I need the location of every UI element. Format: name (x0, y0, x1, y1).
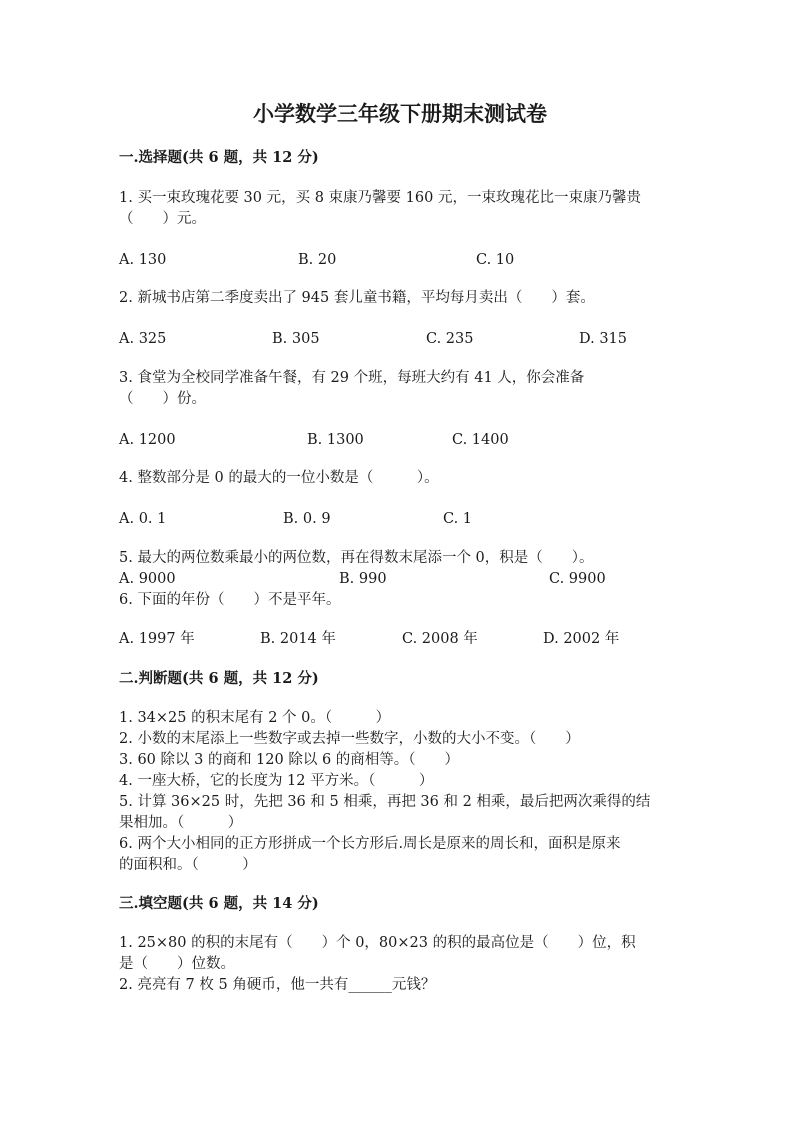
question-4-option-c: C. 1 (443, 511, 473, 527)
judgement-item-6-cont: 的面积和。（ ） (119, 857, 257, 873)
question-3-text: 3. 食堂为全校同学准备午餐，有 29 个班，每班大约有 41 人，你会准备 (119, 370, 585, 386)
question-3-option-a: A. 1200 (119, 432, 176, 448)
question-1-option-b: B. 20 (298, 252, 337, 268)
question-3-text-cont: （ ）份。 (119, 391, 206, 407)
page-title: 小学数学三年级下册期末测试卷 (253, 101, 547, 126)
question-5-text: 5. 最大的两位数乘最小的两位数，再在得数末尾添一个 0，积是（ ）。 (119, 550, 594, 566)
question-2-text: 2. 新城书店第二季度卖出了 945 套儿童书籍，平均每月卖出（ ）套。 (119, 290, 595, 306)
question-5-option-c: C. 9900 (549, 571, 606, 587)
question-2-option-d: D. 315 (579, 331, 628, 347)
question-4-text: 4. 整数部分是 0 的最大的一位小数是（ ）。 (119, 470, 439, 486)
question-2-option-b: B. 305 (272, 331, 320, 347)
question-2-option-a: A. 325 (119, 331, 167, 347)
section-heading-judgement: 二.判断题(共 6 题，共 12 分) (119, 670, 319, 687)
question-6-option-c: C. 2008 年 (402, 631, 478, 647)
question-3-option-c: C. 1400 (452, 432, 509, 448)
question-1-option-a: A. 130 (119, 252, 167, 268)
section-heading-fill: 三.填空题(共 6 题，共 14 分) (119, 895, 319, 912)
fill-item-2: 2. 亮亮有 7 枚 5 角硬币，他一共有______元钱？ (119, 977, 436, 993)
question-1-text-cont: （ ）元。 (119, 211, 206, 227)
fill-item-1-cont: 是（ ）位数。 (119, 956, 235, 972)
judgement-item-4: 4. 一座大桥，它的长度为 12 平方米。（ ） (119, 773, 434, 789)
fill-item-1: 1. 25×80 的积的末尾有（ ）个 0，80×23 的积的最高位是（ ）位，积 (119, 935, 636, 951)
judgement-item-5: 5. 计算 36×25 时，先把 36 和 5 相乘，再把 36 和 2 相乘，最后把两次乘得的结 (119, 794, 651, 810)
section-heading-choice: 一.选择题(共 6 题，共 12 分) (119, 149, 319, 166)
question-5-option-a: A. 9000 (119, 571, 176, 587)
question-6-option-d: D. 2002 年 (543, 631, 620, 647)
question-4-option-a: A. 0. 1 (119, 511, 167, 527)
judgement-item-5-cont: 果相加。（ ） (119, 815, 243, 831)
question-6-option-a: A. 1997 年 (119, 631, 195, 647)
question-4-option-b: B. 0. 9 (283, 511, 331, 527)
question-5-option-b: B. 990 (339, 571, 387, 587)
question-6-option-b: B. 2014 年 (260, 631, 336, 647)
judgement-item-1: 1. 34×25 的积末尾有 2 个 0。（ ） (119, 710, 391, 726)
question-3-option-b: B. 1300 (307, 432, 364, 448)
question-2-option-c: C. 235 (426, 331, 474, 347)
judgement-item-6: 6. 两个大小相同的正方形拼成一个长方形后.周长是原来的周长和，面积是原来 (119, 836, 621, 852)
question-6-text: 6. 下面的年份（ ）不是平年。 (119, 592, 341, 608)
question-1-option-c: C. 10 (476, 252, 515, 268)
judgement-item-3: 3. 60 除以 3 的商和 120 除以 6 的商相等。（ ） (119, 752, 460, 768)
judgement-item-2: 2. 小数的末尾添上一些数字或去掉一些数字，小数的大小不变。（ ） (119, 731, 580, 747)
question-1-text: 1. 买一束玫瑰花要 30 元，买 8 束康乃馨要 160 元，一束玫瑰花比一束康乃馨贵 (119, 190, 641, 206)
